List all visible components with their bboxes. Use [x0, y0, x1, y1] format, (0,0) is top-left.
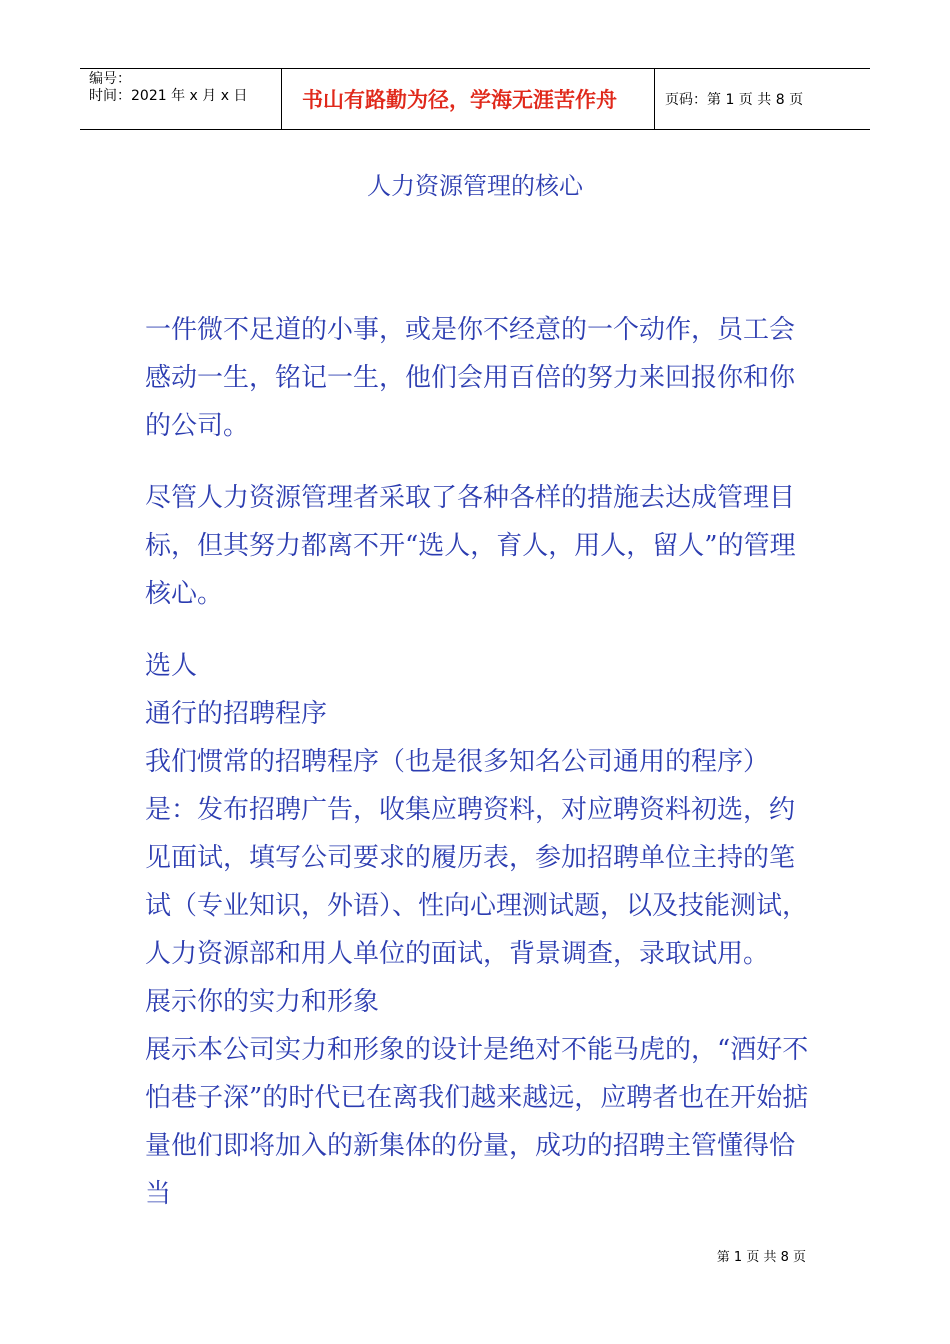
subheading-recruiting-process: 通行的招聘程序	[145, 699, 328, 729]
paragraph-show-strength: 展示本公司实力和形象的设计是绝对不能马虎的，“酒好不怕巷子深”的时代已在离我们越来越远，应聘者也在开始掂量他们即将加入的新集体的份量，成功的招聘主管懂得恰当	[145, 1035, 809, 1209]
document-title: 人力资源管理的核心	[367, 172, 583, 200]
subheading-show-strength: 展示你的实力和形象	[145, 987, 380, 1017]
paragraph-recruiting-process: 我们惯常的招聘程序（也是很多知名公司通用的程序）是：发布招聘广告，收集应聘资料，对应聘资料初选，约见面试，填写公司要求的履历表，参加招聘单位主持的笔试（专业知识，外语）、性向心理测试题，以及技能测试，人力资源部和用人单位的面试，背景调查，录取试用。	[145, 747, 809, 969]
header-meta	[80, 69, 282, 129]
paragraph-intro: 一件微不足道的小事，或是你不经意的一个动作，员工会感动一生，铭记一生，他们会用百倍的努力来回报你和你的公司。	[145, 315, 796, 441]
section-heading-select: 选人	[145, 651, 198, 681]
paragraph-core: 尽管人力资源管理者采取了各种各样的措施去达成管理目标，但其努力都离不开“选人，育人，用人，留人”的管理核心。	[145, 483, 796, 609]
document-body	[145, 306, 810, 1218]
document-time-label: 时间：2021 年 x 月 x 日	[89, 88, 248, 104]
header-motto: 书山有路勤为径，学海无涯苦作舟	[282, 69, 655, 129]
page-footer: 第 1 页 共 8 页	[716, 1250, 806, 1265]
document-header	[80, 68, 870, 130]
document-number-label: 编号：	[89, 71, 131, 87]
header-page-info: 页码：第 1 页 共 8 页	[665, 92, 804, 108]
